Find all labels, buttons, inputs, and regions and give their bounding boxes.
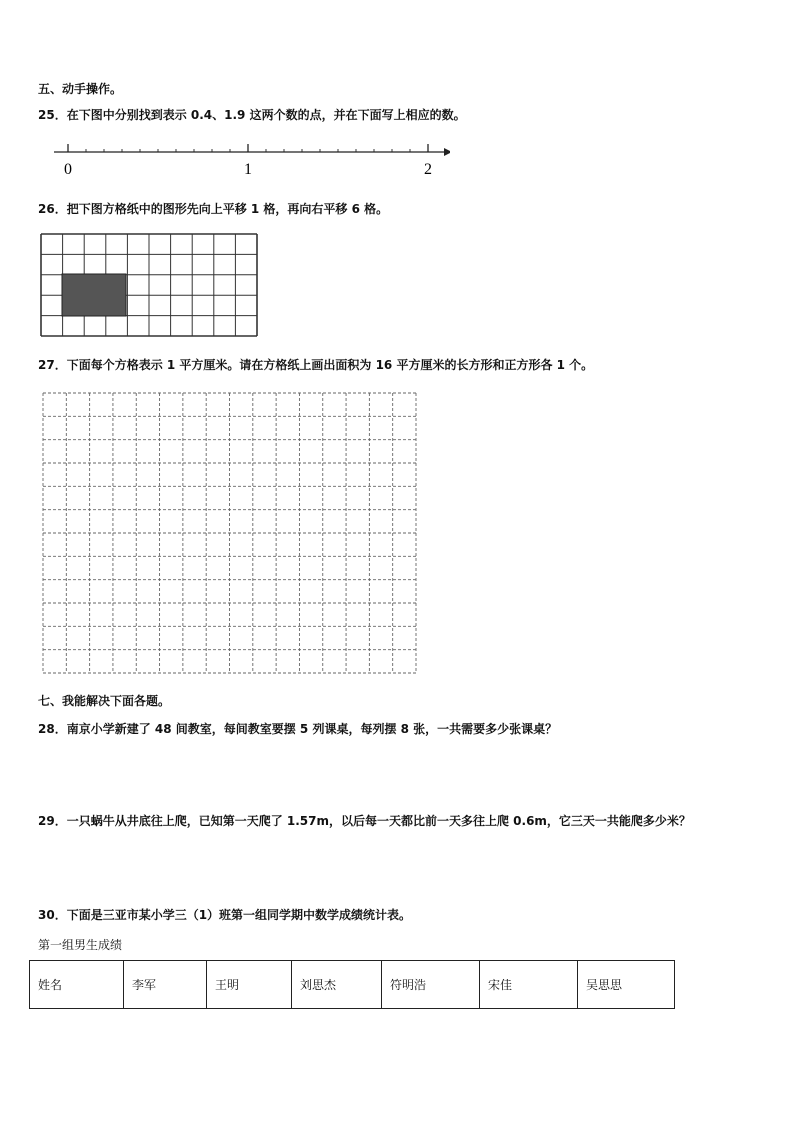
table-cell: 吴思思 (578, 961, 675, 1009)
table-cell: 王明 (207, 961, 292, 1009)
section-five-title: 五、动手操作。 (38, 82, 123, 96)
question-30: 30．下面是三亚市某小学三（1）班第一组同学期中数学成绩统计表。 (38, 908, 412, 922)
question-26: 26．把下图方格纸中的图形先向上平移 1 格，再向右平移 6 格。 (38, 202, 389, 216)
table-cell: 李军 (124, 961, 207, 1009)
question-27: 27．下面每个方格表示 1 平方厘米。请在方格纸上画出面积为 16 平方厘米的长方形和正方形各 1 个。 (38, 358, 594, 372)
number-line-arrow (444, 148, 450, 156)
dotted-grid-lines (43, 393, 416, 673)
number-line-label-2: 2 (424, 161, 432, 178)
section-seven-title: 七、我能解决下面各题。 (38, 694, 171, 708)
number-line (50, 138, 450, 178)
question-29: 29．一只蜗牛从井底往上爬，已知第一天爬了 1.57m，以后每一天都比前一天多往上爬 0.6m，它三天一共能爬多少米？ (38, 814, 691, 828)
table-cell: 符明浩 (382, 961, 480, 1009)
table-caption: 第一组男生成绩 (38, 938, 123, 952)
question-25: 25．在下图中分别找到表示 0.4、1.9 这两个数的点，并在下面写上相应的数。 (38, 108, 466, 122)
number-line-label-1: 1 (244, 161, 252, 178)
number-line-ticks (68, 144, 428, 152)
table-cell: 刘思杰 (292, 961, 382, 1009)
table-row (30, 961, 675, 1009)
dotted-grid-paper[interactable] (40, 392, 420, 674)
table-cell-name-header: 姓名 (30, 961, 124, 1009)
shaded-rectangle (62, 274, 126, 316)
translation-grid (40, 233, 258, 337)
number-line-label-0: 0 (64, 161, 72, 178)
table-cell: 宋佳 (480, 961, 578, 1009)
question-28: 28．南京小学新建了 48 间教室，每间教室要摆 5 列课桌，每列摆 8 张，一共需要多少张课桌？ (38, 722, 558, 736)
scores-table (29, 960, 675, 1009)
